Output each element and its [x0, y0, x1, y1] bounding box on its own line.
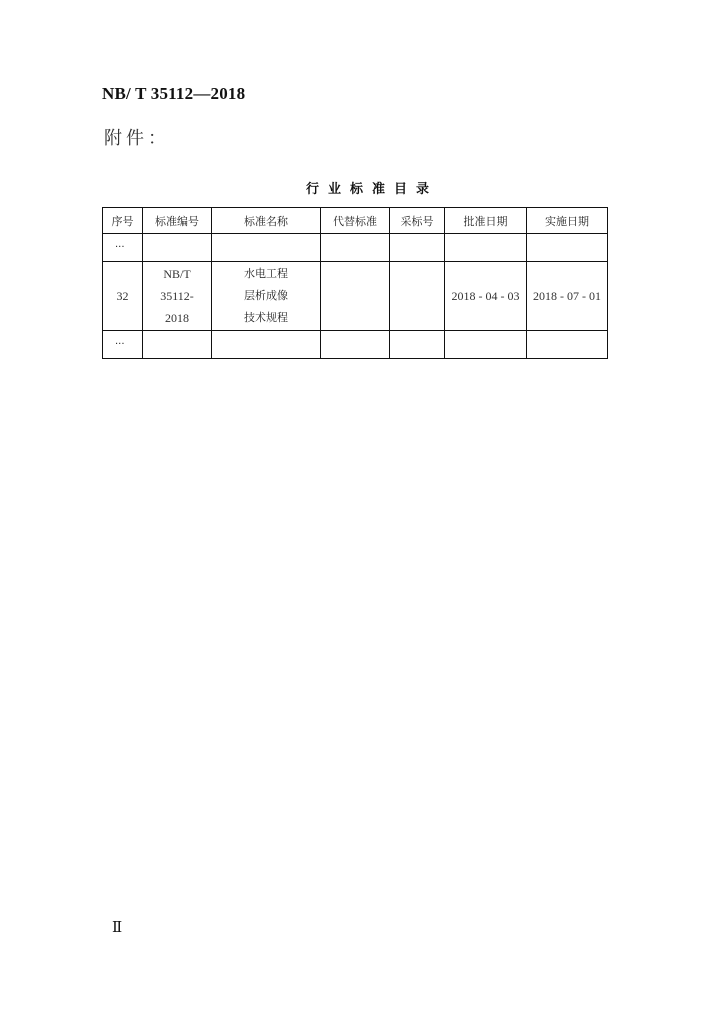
- header-adopted-no: 采标号: [390, 208, 445, 234]
- empty-cell: [143, 331, 212, 359]
- empty-cell: [390, 234, 445, 262]
- header-standard-name: 标准名称: [212, 208, 321, 234]
- row-standard-code: [143, 262, 212, 331]
- header-approval-date: 批准日期: [445, 208, 527, 234]
- row-name-line: 层析成像: [244, 289, 288, 302]
- row-name-line: 水电工程: [244, 267, 288, 280]
- table-row-ellipsis-top: [103, 234, 608, 262]
- row-name-line: 技术规程: [244, 311, 288, 324]
- table-row: [103, 262, 608, 331]
- row-code-line: NB/T: [163, 267, 191, 281]
- attachment-label: 附件：: [104, 128, 170, 149]
- standards-catalog-table: [102, 207, 608, 359]
- header-seq: 序号: [103, 208, 143, 234]
- row-adopted-no: [390, 262, 445, 331]
- implementation-date-value: 2018 - 07 - 01: [533, 288, 601, 303]
- row-code-line: 35112-: [160, 289, 194, 303]
- row-seq-value: 32: [116, 288, 129, 303]
- empty-cell: [527, 331, 608, 359]
- empty-cell: [212, 234, 321, 262]
- table-row-ellipsis-bottom: [103, 331, 608, 359]
- ellipsis-cell: ···: [103, 331, 143, 359]
- row-seq: [103, 262, 143, 331]
- empty-cell: [321, 234, 390, 262]
- empty-cell: [321, 331, 390, 359]
- empty-cell: [445, 234, 527, 262]
- row-implementation-date: [527, 262, 608, 331]
- page-number: Ⅱ: [112, 920, 123, 936]
- empty-cell: [212, 331, 321, 359]
- table-header-row: [103, 208, 608, 234]
- approval-date-value: 2018 - 04 - 03: [451, 288, 520, 303]
- header-standard-code: 标准编号: [143, 208, 212, 234]
- empty-cell: [527, 234, 608, 262]
- header-replaces: 代替标准: [321, 208, 390, 234]
- document-code: NB/ T 35112—2018: [102, 84, 246, 103]
- row-standard-name: [212, 262, 321, 331]
- table-title: 行业标准目录: [305, 182, 438, 197]
- row-approval-date: [445, 262, 527, 331]
- empty-cell: [445, 331, 527, 359]
- empty-cell: [143, 234, 212, 262]
- header-implementation-date: 实施日期: [527, 208, 608, 234]
- row-replaces: [321, 262, 390, 331]
- empty-cell: [390, 331, 445, 359]
- row-code-line: 2018: [165, 311, 189, 325]
- ellipsis-cell: ···: [103, 234, 143, 262]
